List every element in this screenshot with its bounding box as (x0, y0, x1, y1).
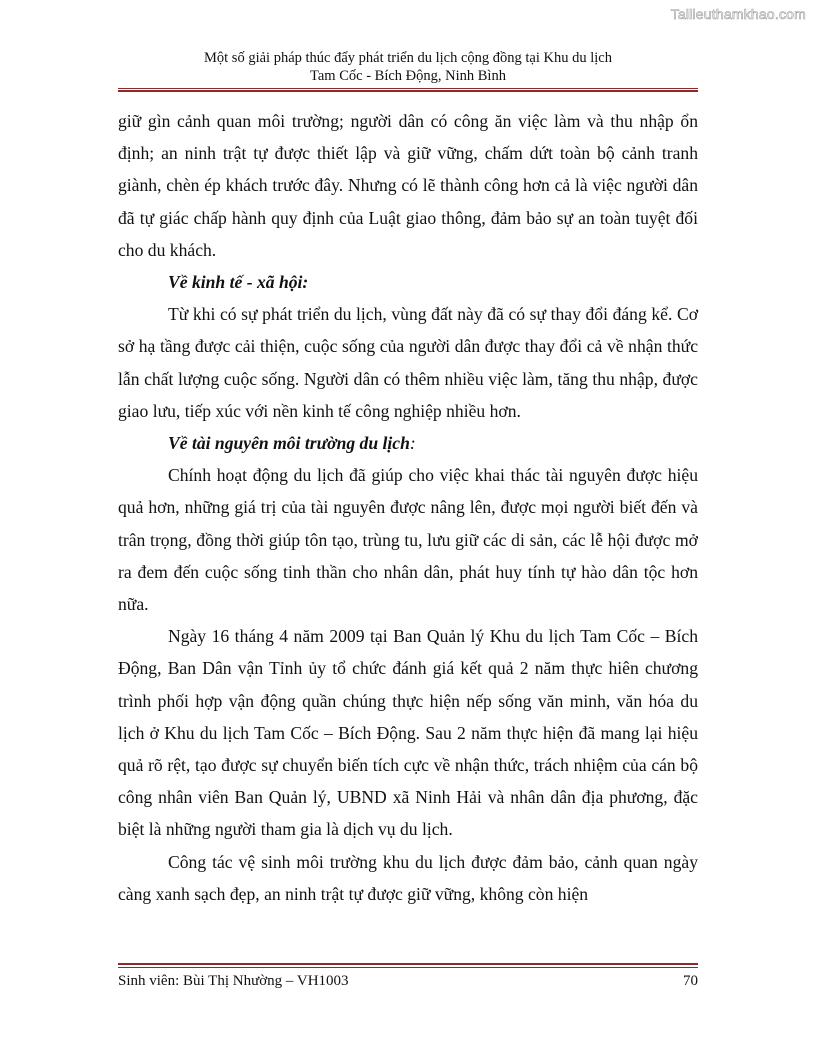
watermark: Tailieuthamkhao.com (670, 6, 806, 22)
header-title-line-2: Tam Cốc - Bích Động, Ninh Bình (310, 68, 506, 84)
section-heading-economy: Về kinh tế - xã hội: (168, 272, 309, 293)
footer-rule-thin (118, 967, 698, 968)
header-rule-thin (118, 88, 698, 89)
paragraph-resources: Chính hoạt động du lịch đã giúp cho việc khai thác tài nguyên được hiệu quả hơn, những giá trị của tài nguyên được nâng lên, được mọi người biết đến và trân trọng, đồng thời giúp tôn tạo, trùng tu, lưu giữ các di sản, các lễ hội được mở ra đem đến cuộc sống tinh thần cho nhân dân, phát huy tính tự hào dân tộc hơn nữa. (118, 465, 698, 615)
running-header (118, 49, 698, 85)
paragraph-economy: Từ khi có sự phát triển du lịch, vùng đất này đã có sự thay đổi đáng kể. Cơ sở hạ tầng được cải thiện, cuộc sống của người dân được thay đổi cả về nhận thức lẫn chất lượng cuộc sống. Người dân có thêm nhiều việc làm, tăng thu nhập, được giao lưu, tiếp xúc với nền kinh tế công nghiệp nhiều hơn. (118, 304, 698, 421)
footer-rule-thick (118, 963, 698, 965)
paragraph-event: Ngày 16 tháng 4 năm 2009 tại Ban Quản lý Khu du lịch Tam Cốc – Bích Động, Ban Dân vận Tỉnh ủy tổ chức đánh giá kết quả 2 năm thực hiên chương trình phối hợp vận động quần chúng thực hiện nếp sống văn minh, văn hóa du lịch ở Khu du lịch Tam Cốc – Bích Động. Sau 2 năm thực hiện đã mang lại hiệu quả rõ rệt, tạo được sự chuyển biến tích cực về nhận thức, trách nhiệm của cán bộ công nhân viên Ban Quản lý, UBND xã Ninh Hải và nhân dân địa phương, đặc biệt là những người tham gia là dịch vụ du lịch. (118, 626, 698, 840)
page-body (118, 105, 698, 910)
header-rule-thick (118, 90, 698, 92)
section-heading-resources-text: Về tài nguyên môi trường du lịch (168, 433, 410, 454)
paragraph-sanitation: Công tác vệ sinh môi trường khu du lịch được đảm bảo, cảnh quan ngày càng xanh sạch đẹp, an ninh trật tự được giữ vững, không còn hiện (118, 851, 698, 904)
section-heading-colon: : (409, 433, 416, 454)
page-number: 70 (683, 973, 698, 989)
paragraph-continuation: giữ gìn cảnh quan môi trường; người dân có công ăn việc làm và thu nhập ổn định; an ninh trật tự được thiết lập và giữ vững, chấm dứt toàn bộ cảnh tranh giành, chèn ép khách trước đây. Nhưng có lẽ thành công hơn cả là việc người dân đã tự giác chấp hành quy định của Luật giao thông, đảm bảo sự an toàn tuyệt đối cho du khách. (118, 111, 698, 260)
footer-student-name: Sinh viên: Bùi Thị Nhường – VH1003 (118, 973, 349, 989)
section-heading-resources (118, 427, 698, 459)
header-title-line-1: Một số giải pháp thúc đẩy phát triển du lịch cộng đồng tại Khu du lịch (204, 50, 612, 66)
